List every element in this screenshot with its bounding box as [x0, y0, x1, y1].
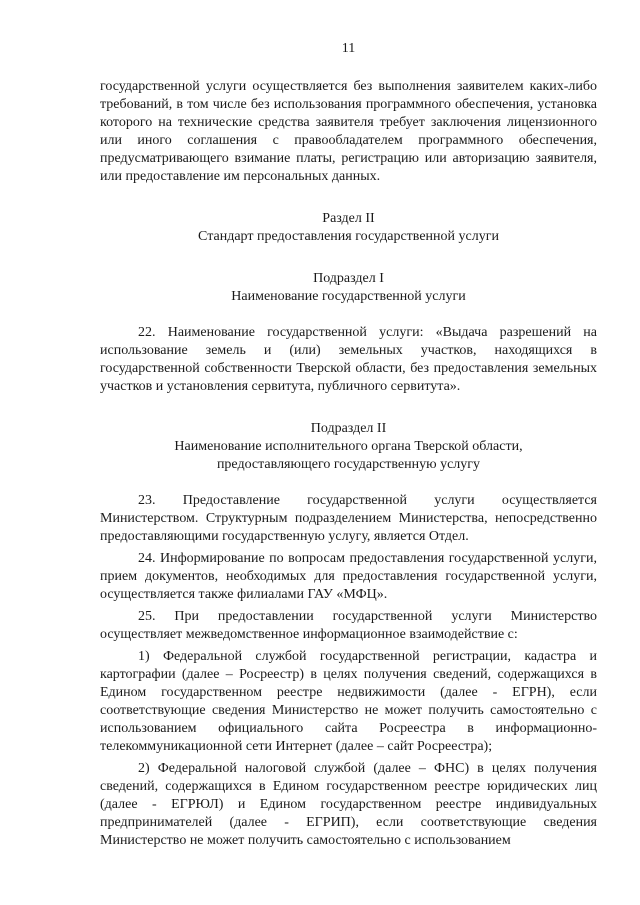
subsection-1-title: Подраздел I	[313, 271, 384, 286]
section-title: Раздел II	[322, 211, 375, 226]
paragraph-25: 25. При предоставлении государственной услуги Министерство осуществляет межведомственное информационное взаимодействие с:	[100, 609, 597, 642]
document-page	[100, 40, 597, 885]
paragraph-22: 22. Наименование государственной услуги: «Выдача разрешений на использование земель и (или) земельных участков, находящихся в государственной собственности Тверской области, без предоставления земельных участков и установления сервитута, публичного сервитута».	[100, 325, 597, 394]
subsection-2-title: Подраздел II	[310, 421, 387, 436]
intro-paragraph: государственной услуги осуществляется без выполнения заявителем каких-либо требований, в том числе без использования программного обеспечения, установка которого на технические средства заявителя требует заключения лицензионного или иного соглашения с правообладателем программного обеспечения, предусматривающего взимание платы, регистрацию или авторизацию заявителя, или предоставление им персональных данных.	[100, 79, 597, 184]
paragraph-25-item-2: 2) Федеральной налоговой службой (далее – ФНС) в целях получения сведений, содержащихся в Едином государственном реестре юридических лиц (далее - ЕГРЮЛ) и Едином государственном реестре индивидуальных предпринимателей (далее - ЕГРИП), если соответствующие сведения Министерство не может получить самостоятельно с использованием	[100, 761, 597, 848]
paragraph-24: 24. Информирование по вопросам предоставления государственной услуги, прием документов, необходимых для предоставления государственной услуги, осуществляется также филиалами ГАУ «МФЦ».	[100, 551, 597, 602]
subsection-2-subtitle-line-1: Наименование исполнительного органа Тверской области,	[174, 439, 523, 454]
section-subtitle: Стандарт предоставления государственной услуги	[198, 229, 499, 244]
page-number: 11	[341, 41, 356, 56]
subsection-1-subtitle: Наименование государственной услуги	[231, 289, 466, 304]
subsection-2-subtitle-line-2: предоставляющего государственную услугу	[216, 457, 481, 472]
paragraph-23: 23. Предоставление государственной услуги осуществляется Министерством. Структурным подразделением Министерства, непосредственно предоставляющими государственную услугу, является Отдел.	[100, 493, 597, 544]
paragraph-25-item-1: 1) Федеральной службой государственной регистрации, кадастра и картографии (далее – Росреестр) в целях получения сведений, содержащихся в Едином государственном реестре недвижимости (далее - ЕГРН), если соответствующие сведения Министерство не может получить самостоятельно с использованием официального сайта Росреестра в информационно-телекоммуникационной сети Интернет (далее – сайт Росреестра);	[100, 649, 597, 754]
